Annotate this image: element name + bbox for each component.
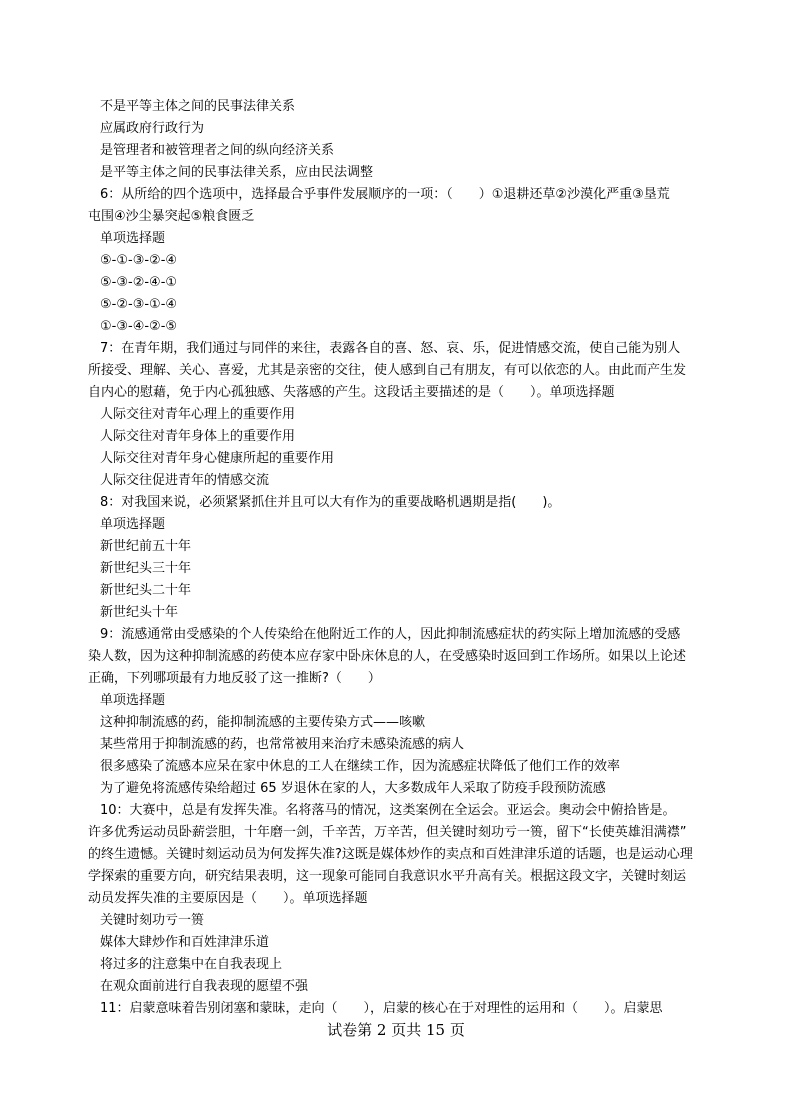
q9-option-a: 这种抑制流感的药，能抑制流感的主要传染方式——咳嗽: [100, 715, 426, 730]
q6-stem-line-1: 6：从所给的四个选项中，选择最合乎事件发展顺序的一项：（ ）①退耕还草②沙漠化严重③垦荒: [100, 187, 670, 202]
q7-option-a: 人际交往对青年心理上的重要作用: [100, 407, 296, 422]
q6-stem-line-2: 屯围④沙尘暴突起⑤粮食匮乏: [88, 209, 255, 224]
q7-stem-line-1: 7：在青年期，我们通过与同伴的来往，表露各自的喜、怒、哀、乐，促进情感交流，使自己能为别人: [100, 341, 681, 356]
q8-stem-line-1: 8：对我国来说，必须紧紧抓住并且可以大有作为的重要战略机遇期是指( )。: [100, 495, 561, 510]
q8-option-c: 新世纪头二十年: [100, 583, 192, 598]
q10-stem-line-3: 的终生遗憾。关键时刻运动员为何发挥失准?这既是媒体炒作的卖点和百姓津津乐道的话题，也是运动心理: [88, 847, 693, 862]
q5-option-b: 应属政府行政行为: [100, 121, 205, 136]
q9-option-d: 为了避免将流感传染给超过 65 岁退休在家的人，大多数成年人采取了防疫手段预防流感: [100, 781, 606, 796]
q5-option-d: 是平等主体之间的民事法律关系，应由民法调整: [100, 165, 374, 180]
q10-stem-line-4: 学探索的重要方向，研究结果表明，这一现象可能同自我意识水平升高有关。根据这段文字，关键时刻运: [88, 869, 687, 884]
q10-option-b: 媒体大肆炒作和百姓津津乐道: [100, 935, 270, 950]
q8-option-a: 新世纪前五十年: [100, 539, 192, 554]
q6-option-c: ⑤-②-③-①-④: [100, 297, 178, 312]
q11-stem-line-1: 11：启蒙意味着告别闭塞和蒙昧，走向（ ），启蒙的核心在于对理性的运用和（ ）。启蒙思: [100, 1001, 663, 1016]
q5-option-c: 是管理者和被管理者之间的纵向经济关系: [100, 143, 335, 158]
q9-option-c: 很多感染了流感本应呆在家中休息的工人在继续工作，因为流感症状降低了他们工作的效率: [100, 759, 621, 774]
q5-option-a: 不是平等主体之间的民事法律关系: [100, 99, 296, 114]
q9-stem-line-1: 9：流感通常由受感染的个人传染给在他附近工作的人，因此抑制流感症状的药实际上增加流感的受感: [100, 627, 681, 642]
q7-option-b: 人际交往对青年身体上的重要作用: [100, 429, 296, 444]
q9-stem-line-2: 染人数，因为这种抑制流感的药使本应存家中卧床休息的人，在受感染时返回到工作场所。如果以上论述: [88, 649, 687, 664]
exam-content: [88, 96, 720, 1020]
q6-option-a: ⑤-①-③-②-④: [100, 253, 178, 268]
q10-option-a: 关键时刻功亏一篑: [100, 913, 205, 928]
q8-option-d: 新世纪头十年: [100, 605, 179, 620]
q10-stem-line-2: 许多优秀运动员卧薪尝胆，十年磨一剑，千辛苦，万辛苦，但关键时刻功亏一篑，留下“长使英雄泪满襟”: [88, 825, 687, 840]
q9-stem-line-3: 正确，下列哪项最有力地反驳了这一推断?（ ）: [88, 671, 381, 686]
q9-type: 单项选择题: [100, 693, 166, 708]
page-footer: 试卷第 2 页共 15 页: [327, 1021, 465, 1039]
q10-stem-line-5: 动员发挥失准的主要原因是（ ）。单项选择题: [88, 891, 368, 906]
q7-option-d: 人际交往促进青年的情感交流: [100, 473, 270, 488]
q10-stem-line-1: 10：大赛中，总是有发挥失准。名将落马的情况，这类案例在全运会。亚运会。奥动会中俯拾皆是。: [100, 803, 676, 818]
q10-option-c: 将过多的注意集中在自我表现上: [100, 957, 283, 972]
q6-type: 单项选择题: [100, 231, 166, 246]
q6-option-b: ⑤-③-②-④-①: [100, 275, 178, 290]
q9-option-b: 某些常用于抑制流感的药，也常常被用来治疗未感染流感的病人: [100, 737, 465, 752]
q6-option-d: ①-③-④-②-⑤: [100, 319, 178, 334]
q10-option-d: 在观众面前进行自我表现的愿望不强: [100, 979, 309, 994]
q7-stem-line-2: 所接受、理解、关心、喜爱，尤其是亲密的交往，使人感到自己有朋友，有可以依恋的人。由此而产生发: [88, 363, 687, 378]
q7-option-c: 人际交往对青年身心健康所起的重要作用: [100, 451, 335, 466]
q8-option-b: 新世纪头三十年: [100, 561, 192, 576]
q8-type: 单项选择题: [100, 517, 166, 532]
q7-stem-line-3: 自内心的慰藉，免于内心孤独感、失落感的产生。这段话主要描述的是（ ）。单项选择题: [88, 385, 615, 400]
